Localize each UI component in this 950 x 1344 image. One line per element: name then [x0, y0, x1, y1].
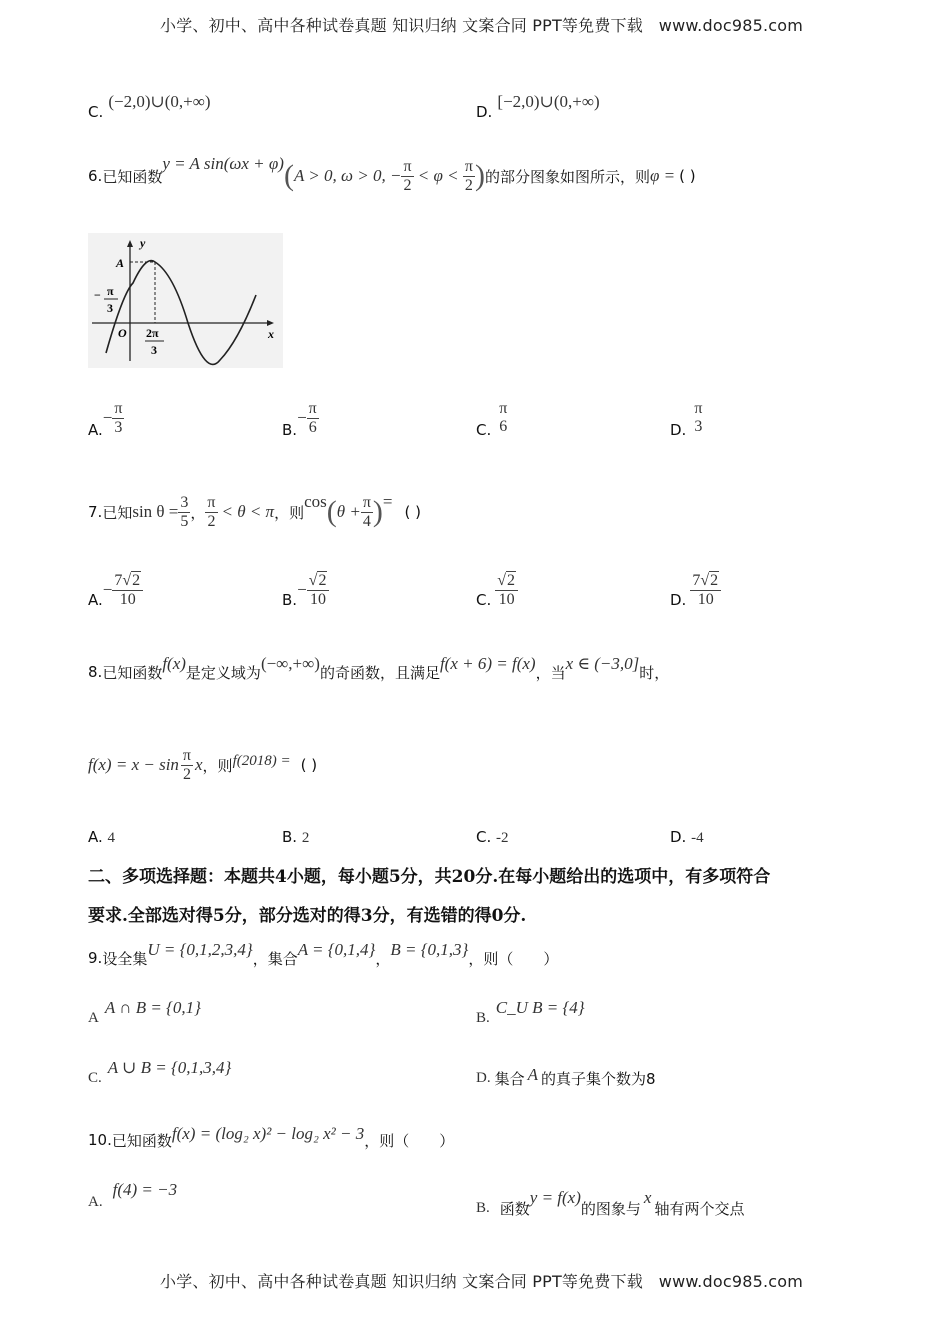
option-label: A.: [88, 828, 103, 846]
section-heading-line2: 要求.全部选对得5分，部分选对的得3分，有选错的得0分.: [88, 906, 527, 926]
cos-expr: cos: [304, 492, 327, 511]
sine-graph: [88, 233, 283, 368]
q10-option-b: [476, 1180, 744, 1220]
option-expr: [−2,0)∪(0,+∞): [497, 92, 600, 111]
option-fraction: $\frac{\pi}{6}$: [308, 400, 317, 436]
option-label: C.: [476, 591, 492, 610]
option-fraction: $\frac{\pi}{3}$: [114, 400, 123, 436]
option-sign: −: [102, 580, 113, 600]
q8-option-b: [282, 828, 309, 847]
option-label: C.: [88, 1069, 102, 1086]
definition-x: x: [195, 755, 203, 774]
q10-stem: [88, 1120, 454, 1160]
stem-text: ，则: [274, 503, 305, 522]
option-label: B.: [282, 828, 298, 846]
q9-option-a: [88, 998, 201, 1026]
stem-text: 已知函数: [102, 167, 163, 186]
page-header: [160, 13, 803, 36]
option-fraction: $\frac{7√2}{10}$: [112, 572, 143, 608]
page-footer: [160, 1269, 803, 1292]
q8-stem-line2: [88, 740, 317, 790]
fraction: $\frac{\pi}{2}$: [464, 157, 473, 194]
option-value: 4: [107, 830, 116, 846]
option-text: 的图象与: [580, 1199, 641, 1218]
q6-option-a: [88, 400, 124, 440]
option-label: D.: [670, 591, 687, 610]
stem-text: 设全集: [102, 949, 148, 968]
axis-var: x: [643, 1188, 652, 1207]
footer-text: 小学、初中、高中各种试卷真题 知识归纳 文案合同 PPT等免费下载: [160, 1272, 643, 1291]
option-label: B.: [476, 1199, 490, 1216]
option-fraction: $\frac{7√2}{10}$: [690, 572, 721, 608]
question-number: 8.: [88, 663, 103, 681]
option-label: B.: [282, 421, 298, 440]
amplitude-label: A: [116, 256, 125, 270]
period-expr: f(x + 6) = f(x): [439, 654, 536, 673]
footer-url[interactable]: www.doc985.com: [658, 1272, 804, 1291]
set-a: A = {0,1,4}: [297, 940, 376, 959]
q8-option-a: [88, 828, 115, 847]
q7-option-b: [282, 572, 329, 608]
equals: =: [382, 492, 393, 511]
set-var: A: [527, 1064, 538, 1084]
phi-expr: φ =: [649, 166, 676, 185]
fraction: $\frac{\pi}{4}$: [362, 493, 371, 530]
stem-text: ，集合: [252, 949, 298, 968]
q5-option-d: [476, 92, 600, 121]
option-label: A: [88, 1009, 99, 1026]
q6-option-c: [476, 400, 509, 439]
option-label: B.: [476, 1009, 490, 1026]
stem-text: ，则（ ）: [364, 1131, 455, 1150]
fraction: $\frac{\pi}{2}$: [207, 493, 216, 530]
option-label: C.: [88, 103, 104, 121]
option-expr: f(4) = −3: [112, 1180, 178, 1199]
stem-text: 的部分图象如图所示，则: [484, 167, 650, 186]
q7-option-d: [670, 572, 721, 608]
tick-2pi-num: 2π: [146, 326, 159, 340]
option-sign: −: [102, 408, 113, 428]
universal-set: U = {0,1,2,3,4}: [147, 940, 253, 959]
condition-expr: A > 0, ω > 0, −: [293, 166, 402, 185]
question-number: 9.: [88, 949, 103, 967]
question-number: 6.: [88, 167, 103, 185]
question-number: 10.: [88, 1131, 112, 1149]
y-axis-label: y: [140, 236, 146, 250]
origin-label: O: [118, 326, 127, 340]
option-label: D.: [476, 1070, 491, 1086]
function-expr: y = f(x): [529, 1188, 581, 1207]
option-fraction: π 6: [499, 400, 508, 435]
tick-neg-pi-den: 3: [107, 301, 113, 315]
option-text: 集合: [494, 1070, 525, 1088]
header-text: 小学、初中、高中各种试卷真题 知识归纳 文案合同 PPT等免费下载: [160, 16, 643, 35]
fraction: $\frac{\pi}{2}$: [403, 157, 412, 194]
option-sign: −: [297, 408, 307, 428]
tick-2pi-den: 3: [151, 343, 157, 357]
q9-option-c: [88, 1058, 232, 1086]
stem-text: ，则（ ）: [468, 949, 559, 968]
q10-option-a: [88, 1180, 178, 1210]
ineq-expr: < θ < π: [221, 502, 275, 521]
comma: ，: [375, 949, 391, 968]
option-label: C.: [476, 420, 492, 439]
function-expr: y = A sin(ωx + φ): [162, 154, 284, 173]
q6-option-d: [670, 400, 704, 439]
option-label: D.: [476, 103, 493, 121]
question-number: 7.: [88, 503, 103, 521]
stem-text: 的奇函数，且满足: [319, 663, 440, 682]
q7-option-a: [88, 572, 143, 608]
theta-plus: θ +: [336, 502, 361, 521]
option-expr: A ∩ B = {0,1}: [104, 998, 201, 1017]
option-text: 的真子集个数为8: [541, 1070, 656, 1088]
x-axis-label: x: [268, 327, 274, 341]
option-label: A.: [88, 591, 103, 610]
option-expr: C_U B = {4}: [495, 998, 585, 1017]
answer-paren: ( ): [300, 756, 318, 774]
stem-text: ，则: [202, 756, 233, 775]
definition-expr: f(x) = x − sin: [88, 755, 179, 774]
option-value: 2: [301, 830, 310, 846]
option-text: 函数: [499, 1199, 530, 1218]
q8-stem-line1: [88, 652, 669, 692]
q6-stem: 6. 已知函数 y = A sin(ωx + φ) ( A > 0, ω > 0, − $\frac{\pi}{2}$ < φ < $\frac{\pi}{2}$ ) 的部分图象如图所示，则 φ = ( ): [88, 154, 696, 194]
q5-option-c: [88, 92, 211, 121]
stem-text: 是定义域为: [185, 663, 261, 682]
sin-expr: sin θ =: [132, 502, 179, 521]
set-b: B = {0,1,3}: [390, 940, 469, 959]
option-value: -2: [496, 830, 509, 846]
interval-expr: x ∈ (−3,0]: [565, 654, 640, 673]
option-value: -4: [691, 830, 704, 846]
q9-option-d: [476, 1064, 656, 1089]
option-label: C.: [476, 828, 492, 846]
stem-text: ，当: [535, 663, 566, 682]
fx-expr: f(x): [162, 654, 186, 673]
option-fraction: π 3: [694, 400, 703, 435]
option-label: A.: [88, 421, 103, 440]
option-sign: −: [297, 580, 307, 600]
answer-paren: ( ): [679, 167, 696, 185]
option-expr: (−2,0)∪(0,+∞): [108, 92, 211, 111]
stem-text: 已知: [102, 503, 133, 522]
ask-expr: f(2018) =: [232, 752, 291, 769]
q6-option-b: [282, 400, 319, 440]
section-heading-line1: 二、多项选择题：本题共4小题，每小题5分，共20分.在每小题给出的选项中，有多项符合: [88, 867, 771, 887]
option-label: A.: [88, 1193, 103, 1210]
option-label: D.: [670, 828, 687, 846]
fraction: $\frac{3}{5}$: [180, 493, 189, 530]
option-label: B.: [282, 591, 298, 610]
option-text: 轴有两个交点: [654, 1199, 745, 1218]
option-fraction: $\frac{√2}{10}$: [495, 572, 518, 608]
domain-expr: (−∞,+∞): [260, 654, 320, 673]
option-fraction: $\frac{√2}{10}$: [307, 572, 330, 608]
q8-option-d: [670, 828, 704, 847]
q8-option-c: [476, 828, 509, 847]
option-label: D.: [670, 420, 687, 439]
tick-neg-pi-num: π: [107, 284, 114, 298]
stem-text: 时，: [639, 663, 670, 682]
fraction: $\frac{\pi}{2}$: [182, 746, 191, 783]
header-url[interactable]: www.doc985.com: [658, 16, 804, 35]
q9-option-b: [476, 998, 585, 1026]
option-expr: A ∪ B = {0,1,3,4}: [107, 1058, 232, 1077]
q9-stem: [88, 938, 558, 978]
neg-sign: −: [94, 288, 101, 302]
stem-text: 已知函数: [111, 1131, 172, 1150]
q7-option-c: [476, 572, 518, 608]
stem-text: 已知函数: [102, 663, 163, 682]
answer-paren: ( ): [404, 503, 421, 521]
function-expr: f(x) = (log₂ x)² − log₂ x² − 3: [171, 1124, 365, 1143]
q7-stem: 7. 已知 sin θ = $\frac{3}{5}$ ， $\frac{\pi}{2}$ < θ < π ，则 cos ( θ + $\frac{\pi}{4}$ ) = ( ): [88, 492, 421, 530]
